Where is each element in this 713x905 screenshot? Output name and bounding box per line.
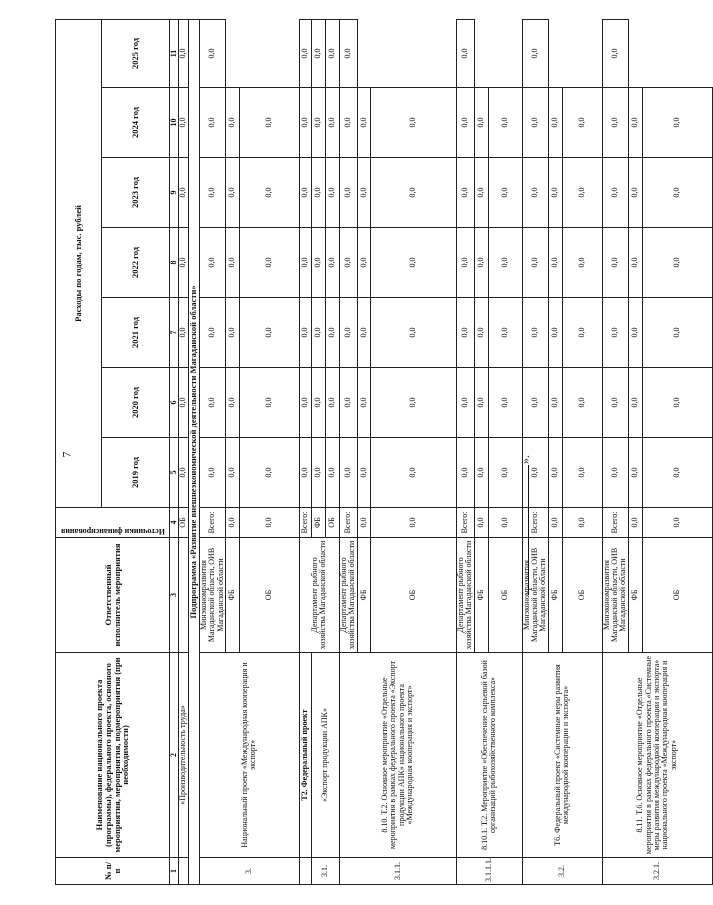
group-6-row-2-value-1: 0,0 xyxy=(642,508,712,538)
group-4-row-1-value-2: 0,0 xyxy=(474,438,488,508)
group-2-num: 3.1. xyxy=(311,858,339,885)
group-3-row-0 xyxy=(339,19,357,884)
group-3-row-2-value-7: 0,0 xyxy=(370,88,456,158)
group-5-name: Т6. Федеральный проект «Системные меры развития международной кооперации и экспорта» xyxy=(522,653,602,858)
group-4-row-1-src: ФБ xyxy=(474,538,488,653)
group-0-row-0-value-4: 0,0 xyxy=(199,228,225,298)
group-0-resp: Минэкономразвития Магаданской области, ОИВ Магаданской области xyxy=(199,538,225,653)
group-5-row-2-value-7: 0,0 xyxy=(562,88,602,158)
group-6-row-1-value-2: 0,0 xyxy=(628,438,642,508)
group-4-row-0 xyxy=(456,19,474,884)
group-4-row-2-value-1: 0,0 xyxy=(488,508,522,538)
group-2-row-0-value-7: 0,0 xyxy=(311,19,325,87)
table-body xyxy=(179,19,712,884)
group-4-row-0-value-4: 0,0 xyxy=(456,228,474,298)
group-4-row-2-value-6: 0,0 xyxy=(488,158,522,228)
group-2-row-0-value-1: 0,0 xyxy=(311,438,325,508)
column-number-2: 2 xyxy=(170,653,179,858)
group-0-row-0-value-2: 0,0 xyxy=(199,368,225,438)
header-year-1: 2019 год xyxy=(102,438,170,508)
top-row-value-6: 0,0 xyxy=(179,88,188,158)
group-6-row-0-value-4: 0,0 xyxy=(602,228,628,298)
group-6-row-2-value-7: 0,0 xyxy=(642,88,712,158)
header-num: № п/п xyxy=(56,858,170,885)
group-5-row-2-value-2: 0,0 xyxy=(562,438,602,508)
group-1-row-0-value-7: 0,0 xyxy=(299,19,311,87)
header-responsible: Ответственный исполнитель мероприятия xyxy=(56,538,170,653)
group-3-row-2-value-1: 0,0 xyxy=(370,508,456,538)
group-1-row-0-value-5: 0,0 xyxy=(299,158,311,228)
group-3-row-0-src: Всего: xyxy=(339,508,357,538)
group-2-row-1-value-2: 0,0 xyxy=(325,368,339,438)
group-3-row-0-value-7: 0,0 xyxy=(339,19,357,87)
group-5-row-2-value-1: 0,0 xyxy=(562,508,602,538)
group-5-row-1-src: ФБ xyxy=(548,538,562,653)
header-year-5: 2023 год xyxy=(102,158,170,228)
group-4-row-1-value-5: 0,0 xyxy=(474,228,488,298)
group-3-row-1-value-3: 0,0 xyxy=(357,368,370,438)
group-5-row-0 xyxy=(522,19,548,884)
group-0-row-1-src: ФБ xyxy=(225,538,239,653)
group-0-row-2-value-2: 0,0 xyxy=(239,438,299,508)
group-2-row-0-value-5: 0,0 xyxy=(311,158,325,228)
header-row-top xyxy=(56,19,102,884)
group-0-num: 3. xyxy=(199,858,299,885)
group-2-row-1-value-5: 0,0 xyxy=(325,158,339,228)
group-0-row-1-value-6: 0,0 xyxy=(225,158,239,228)
group-3-row-2-src: ОБ xyxy=(370,538,456,653)
header-source-text: Источники финансирования xyxy=(60,527,165,536)
group-5-row-2-src: ОБ xyxy=(562,538,602,653)
group-1-row-0 xyxy=(299,19,311,884)
group-1-row-0-value-3: 0,0 xyxy=(299,298,311,368)
group-5-row-1-value-6: 0,0 xyxy=(548,158,562,228)
group-6-row-1-value-4: 0,0 xyxy=(628,298,642,368)
group-3-row-2-value-4: 0,0 xyxy=(370,298,456,368)
top-row-src: ОБ xyxy=(179,508,188,538)
group-0-row-1-value-4: 0,0 xyxy=(225,298,239,368)
group-4-row-1-value-6: 0,0 xyxy=(474,158,488,228)
group-6-row-1-src: ФБ xyxy=(628,538,642,653)
group-1-name: Т2. Федеральный проект xyxy=(299,653,311,858)
group-6-num: 3.2.1. xyxy=(602,858,712,885)
group-4-row-0-value-5: 0,0 xyxy=(456,158,474,228)
column-number-1: 1 xyxy=(170,858,179,885)
group-4-resp: Департамент рыбного хозяйства Магаданской области xyxy=(456,538,474,653)
group-6-row-1-value-6: 0,0 xyxy=(628,158,642,228)
top-row-value-7: 0,0 xyxy=(179,19,188,87)
group-5-row-0-value-3: 0,0 xyxy=(522,298,548,368)
group-0-name: Национальный проект «Международная кооперация и экспорт» xyxy=(199,653,299,858)
group-0-row-0 xyxy=(199,19,225,884)
group-5-row-1-value-5: 0,0 xyxy=(548,228,562,298)
group-5-resp: Минэкономразвития Магаданской области, ОИВ Магаданской области xyxy=(522,538,548,653)
group-5-row-2-value-5: 0,0 xyxy=(562,228,602,298)
group-0-row-0-value-5: 0,0 xyxy=(199,158,225,228)
group-3-row-1-value-1: 0,0 xyxy=(357,508,370,538)
closing-mark: ». xyxy=(518,455,532,464)
group-4-row-2-value-4: 0,0 xyxy=(488,298,522,368)
top-row-num xyxy=(179,858,188,885)
column-number-5: 5 xyxy=(170,438,179,508)
header-year-2: 2020 год xyxy=(102,368,170,438)
header-expenses: Расходы по годам, тыс. рублей xyxy=(56,19,102,507)
group-6-name: 8.11. Т.6. Основное мероприятие «Отдельные мероприятия в рамках федерального проекта «Системные меры развития международной кооперации и экспорта» национального проекта «Международная кооперация и экспорт» xyxy=(602,653,712,858)
group-0-row-1-value-1: 0,0 xyxy=(225,508,239,538)
page-number: 7 xyxy=(59,451,74,458)
header-year-7: 2025 год xyxy=(102,19,170,87)
group-1-row-0-value-4: 0,0 xyxy=(299,228,311,298)
group-2-row-1-value-1: 0,0 xyxy=(325,438,339,508)
group-6-row-2-value-4: 0,0 xyxy=(642,298,712,368)
group-2-row-1-value-3: 0,0 xyxy=(325,298,339,368)
group-3-row-2-value-5: 0,0 xyxy=(370,228,456,298)
group-1-row-0-value-1: 0,0 xyxy=(299,438,311,508)
top-row-value-5: 0,0 xyxy=(179,158,188,228)
group-4-row-0-value-3: 0,0 xyxy=(456,298,474,368)
group-4-row-0-src: Всего: xyxy=(456,508,474,538)
group-2-row-1-src: ОБ xyxy=(325,508,339,538)
top-row-value-3: 0,0 xyxy=(179,298,188,368)
group-4-name: 8.10.1. Т.2. Мероприятие «Обеспечение сырьевой базой организаций рыбохозяйственного комплекса» xyxy=(456,653,522,858)
group-2-row-1-value-7: 0,0 xyxy=(325,19,339,87)
group-3-name: 8.10. Т.2. Основное мероприятие «Отдельные мероприятия в рамках федерального проекта «Экспорт продукции АПК» национального проекта «Международная кооперация и экспорт» xyxy=(339,653,456,858)
group-6-row-0-value-1: 0,0 xyxy=(602,438,628,508)
group-6-row-0-value-6: 0,0 xyxy=(602,88,628,158)
group-3-row-1-value-4: 0,0 xyxy=(357,298,370,368)
group-5-row-1-value-3: 0,0 xyxy=(548,368,562,438)
group-0-row-1-value-2: 0,0 xyxy=(225,438,239,508)
group-2-row-0-src: ФБ xyxy=(311,508,325,538)
group-5-row-1-value-7: 0,0 xyxy=(548,88,562,158)
group-6-row-0-value-2: 0,0 xyxy=(602,368,628,438)
top-row-value-1: 0,0 xyxy=(179,438,188,508)
group-5-row-0-value-2: 0,0 xyxy=(522,368,548,438)
group-6-row-1-value-7: 0,0 xyxy=(628,88,642,158)
group-1-row-0-src: Всего: xyxy=(299,508,311,538)
header-name: Наименование национального проекта (программы), федерального проекта, основного мероприятия, мероприятия, подмероприятия (при необходимости) xyxy=(56,653,170,858)
group-5-row-0-src: Всего: xyxy=(522,508,548,538)
group-6-resp: Минэкономразвития Магаданской области, ОИВ Магаданской области xyxy=(602,538,628,653)
group-5-row-1-value-4: 0,0 xyxy=(548,298,562,368)
top-row-resp xyxy=(179,538,188,653)
group-0-row-1-value-7: 0,0 xyxy=(225,88,239,158)
group-0-row-2-src: ОБ xyxy=(239,538,299,653)
group-3-row-0-value-6: 0,0 xyxy=(339,88,357,158)
group-5-num: 3.2. xyxy=(522,858,602,885)
group-0-row-1-value-5: 0,0 xyxy=(225,228,239,298)
group-3-row-1-value-5: 0,0 xyxy=(357,228,370,298)
column-number-10: 10 xyxy=(170,88,179,158)
group-0-row-2-value-1: 0,0 xyxy=(239,508,299,538)
group-0-row-0-src: Всего: xyxy=(199,508,225,538)
column-number-7: 7 xyxy=(170,298,179,368)
group-4-row-1-value-4: 0,0 xyxy=(474,298,488,368)
group-2-row-0-value-2: 0,0 xyxy=(311,368,325,438)
column-number-8: 8 xyxy=(170,228,179,298)
group-3-row-1-value-6: 0,0 xyxy=(357,158,370,228)
group-5-row-2-value-4: 0,0 xyxy=(562,298,602,368)
group-6-row-2-src: ОБ xyxy=(642,538,712,653)
group-3-row-0-value-4: 0,0 xyxy=(339,228,357,298)
group-2-row-0-value-6: 0,0 xyxy=(311,88,325,158)
group-4-row-1-value-7: 0,0 xyxy=(474,88,488,158)
group-6-row-0-value-3: 0,0 xyxy=(602,298,628,368)
group-0-row-0-value-7: 0,0 xyxy=(199,19,225,87)
group-4-row-0-value-2: 0,0 xyxy=(456,368,474,438)
group-0-row-2-value-4: 0,0 xyxy=(239,298,299,368)
header-year-3: 2021 год xyxy=(102,298,170,368)
group-4-row-2-value-7: 0,0 xyxy=(488,88,522,158)
group-0-row-0-value-1: 0,0 xyxy=(199,438,225,508)
group-3-resp: Департамент рыбного хозяйства Магаданской области xyxy=(339,538,357,653)
group-6-row-1-value-5: 0,0 xyxy=(628,228,642,298)
top-row-value-2: 0,0 xyxy=(179,368,188,438)
group-5-row-2-value-6: 0,0 xyxy=(562,158,602,228)
group-5-row-0-value-4: 0,0 xyxy=(522,228,548,298)
group-5-row-1-value-1: 0,0 xyxy=(548,508,562,538)
group-0-row-0-value-3: 0,0 xyxy=(199,298,225,368)
column-number-11: 11 xyxy=(170,19,179,87)
group-6-row-1-value-1: 0,0 xyxy=(628,508,642,538)
group-3-row-1-value-2: 0,0 xyxy=(357,438,370,508)
group-3-num: 3.1.1. xyxy=(339,858,456,885)
group-5-row-2-value-3: 0,0 xyxy=(562,368,602,438)
subprogram-row xyxy=(188,19,199,884)
group-6-row-1-value-3: 0,0 xyxy=(628,368,642,438)
header-year-4: 2022 год xyxy=(102,228,170,298)
top-row-value-4: 0,0 xyxy=(179,228,188,298)
subprogram-title: Подпрограмма «Развитие внешнеэкономической деятельности Магаданской области» xyxy=(188,19,199,884)
rotated-table-wrapper xyxy=(55,20,682,885)
group-4-row-0-value-1: 0,0 xyxy=(456,438,474,508)
group-1-num xyxy=(299,858,311,885)
group-2-row-0-value-4: 0,0 xyxy=(311,228,325,298)
group-3-row-2-value-3: 0,0 xyxy=(370,368,456,438)
group-3-row-0-value-3: 0,0 xyxy=(339,298,357,368)
group-4-row-2-value-2: 0,0 xyxy=(488,438,522,508)
group-4-row-2-value-5: 0,0 xyxy=(488,228,522,298)
group-4-row-2-src: ОБ xyxy=(488,538,522,653)
group-6-row-2-value-6: 0,0 xyxy=(642,158,712,228)
group-3-row-2-value-6: 0,0 xyxy=(370,158,456,228)
group-6-row-2-value-3: 0,0 xyxy=(642,368,712,438)
group-5-row-0-value-5: 0,0 xyxy=(522,158,548,228)
group-6-row-2-value-5: 0,0 xyxy=(642,228,712,298)
group-4-row-0-value-7: 0,0 xyxy=(456,19,474,87)
header-year-6: 2024 год xyxy=(102,88,170,158)
group-6-row-0-value-7: 0,0 xyxy=(602,19,628,87)
group-1-row-0-value-2: 0,0 xyxy=(299,368,311,438)
group-3-row-0-value-2: 0,0 xyxy=(339,368,357,438)
group-6-row-0 xyxy=(602,19,628,884)
group-6-row-0-src: Всего: xyxy=(602,508,628,538)
group-6-row-2-value-2: 0,0 xyxy=(642,438,712,508)
group-2-row-1-value-6: 0,0 xyxy=(325,88,339,158)
top-row xyxy=(179,19,188,884)
group-0-row-2-value-7: 0,0 xyxy=(239,88,299,158)
group-0-row-2-value-3: 0,0 xyxy=(239,368,299,438)
column-number-4: 4 xyxy=(170,508,179,538)
group-0-row-2-value-6: 0,0 xyxy=(239,158,299,228)
group-0-row-2-value-5: 0,0 xyxy=(239,228,299,298)
group-4-row-1-value-3: 0,0 xyxy=(474,368,488,438)
group-4-row-2-value-3: 0,0 xyxy=(488,368,522,438)
group-2-row-0 xyxy=(311,19,325,884)
group-3-row-0-value-1: 0,0 xyxy=(339,438,357,508)
group-4-row-1-value-1: 0,0 xyxy=(474,508,488,538)
group-6-row-0-value-5: 0,0 xyxy=(602,158,628,228)
column-number-9: 9 xyxy=(170,158,179,228)
group-4-row-0-value-6: 0,0 xyxy=(456,88,474,158)
column-number-3: 3 xyxy=(170,538,179,653)
group-1-resp: Департамент рыбного хозяйства Магаданской области xyxy=(299,538,339,653)
group-5-row-1-value-2: 0,0 xyxy=(548,438,562,508)
group-3-row-1-value-7: 0,0 xyxy=(357,88,370,158)
expenses-table xyxy=(55,19,713,885)
group-1-row-0-value-6: 0,0 xyxy=(299,88,311,158)
top-row-name: «Производительность труда» xyxy=(179,653,188,858)
group-0-row-0-value-6: 0,0 xyxy=(199,88,225,158)
group-4-num: 3.1.1.1. xyxy=(456,858,522,885)
group-3-row-2-value-2: 0,0 xyxy=(370,438,456,508)
group-5-row-0-value-1: 0,0 xyxy=(522,438,548,508)
group-2-name: «Экспорт продукции АПК» xyxy=(311,653,339,858)
column-number-6: 6 xyxy=(170,368,179,438)
group-3-row-0-value-5: 0,0 xyxy=(339,158,357,228)
group-5-row-0-value-6: 0,0 xyxy=(522,88,548,158)
header-source xyxy=(56,508,170,538)
group-0-row-1-value-3: 0,0 xyxy=(225,368,239,438)
group-3-row-1-src: ФБ xyxy=(357,538,370,653)
group-2-row-1-value-4: 0,0 xyxy=(325,228,339,298)
group-2-row-0-value-3: 0,0 xyxy=(311,298,325,368)
group-5-row-0-value-7: 0,0 xyxy=(522,19,548,87)
